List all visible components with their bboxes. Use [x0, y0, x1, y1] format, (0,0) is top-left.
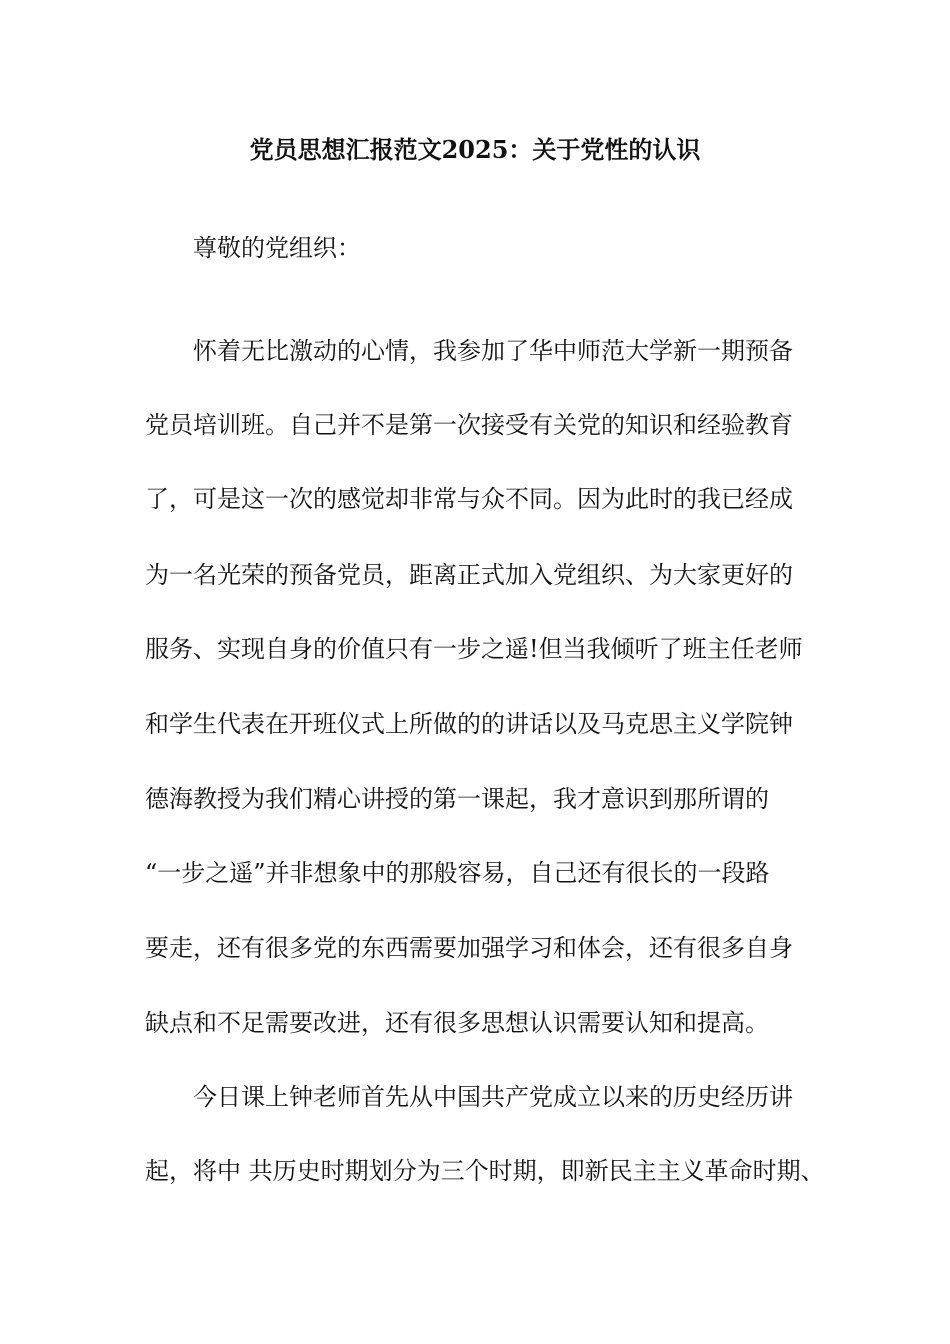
- body-line: 今日课上钟老师首先从中国共产党成立以来的历史经历讲: [193, 1083, 793, 1111]
- body-line: 了，可是这一次的感觉却非常与众不同。因为此时的我已经成: [145, 485, 793, 513]
- body-line: 起，将中 共历史时期划分为三个时期，即新民主主义革命时期、: [145, 1157, 825, 1185]
- body-line: 和学生代表在开班仪式上所做的的讲话以及马克思主义学院钟: [145, 710, 793, 738]
- salutation-line: 尊敬的党组织：: [193, 234, 361, 262]
- document-title: 党员思想汇报范文2025：关于党性的认识: [249, 135, 701, 164]
- body-line: 要走，还有很多党的东西需要加强学习和体会，还有很多自身: [145, 934, 793, 962]
- body-line: 缺点和不足需要改进，还有很多思想认识需要认知和提高。: [145, 1009, 769, 1037]
- body-line: 怀着无比激动的心情，我参加了华中师范大学新一期预备: [193, 337, 793, 365]
- body-line: 为一名光荣的预备党员，距离正式加入党组织、为大家更好的: [145, 561, 793, 589]
- body-line: “一步之遥”并非想象中的那般容易，自己还有很长的一段路: [145, 859, 770, 887]
- body-line: 党员培训班。自己并不是第一次接受有关党的知识和经验教育: [145, 411, 793, 439]
- body-line: 德海教授为我们精心讲授的第一课起，我才意识到那所谓的: [145, 785, 769, 813]
- body-line: 服务、实现自身的价值只有一步之遥!但当我倾听了班主任老师: [145, 635, 803, 663]
